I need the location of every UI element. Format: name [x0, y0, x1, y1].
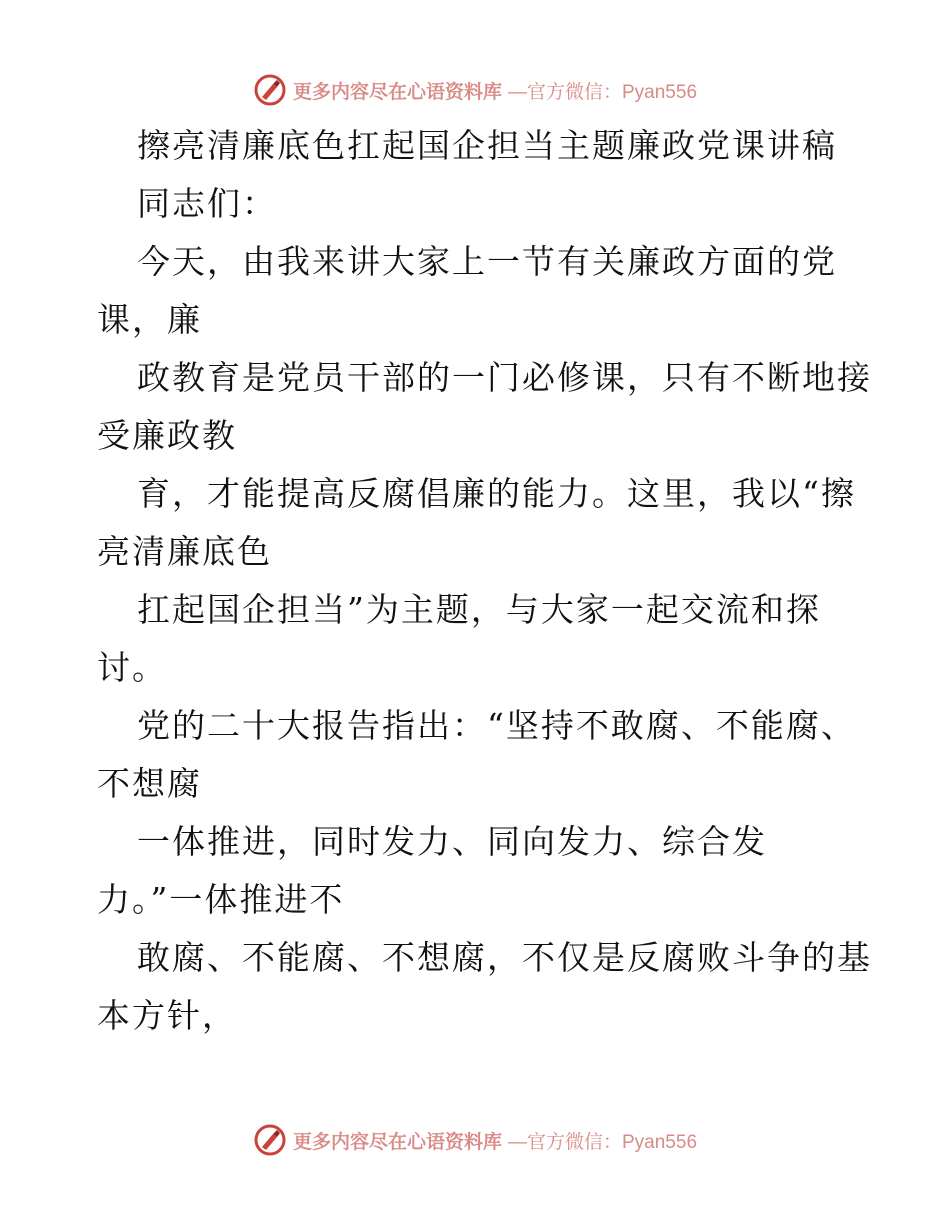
pen-logo-icon [253, 73, 287, 107]
body-line: 不想腐 [97, 764, 202, 803]
body-line: 育，才能提高反腐倡廉的能力。这里，我以“擦 [137, 474, 856, 513]
body-line: 党的二十大报告指出：“坚持不敢腐、不能腐、 [137, 706, 856, 745]
body-line: 力。”一体推进不 [97, 880, 345, 919]
body-line: 本方针， [97, 996, 237, 1035]
pen-logo-icon [253, 1123, 287, 1157]
body-line: 扛起国企担当”为主题，与大家一起交流和探 [137, 590, 821, 629]
body-line: 讨。 [97, 648, 167, 687]
banner-wechat-text: —官方微信：Pyan556 [508, 81, 698, 103]
banner-site-text: 更多内容尽在心语资料库 [292, 1130, 502, 1153]
body-line: 受廉政教 [97, 416, 237, 455]
salutation: 同志们： [137, 184, 277, 223]
body-line: 政教育是党员干部的一门必修课，只有不断地接 [137, 358, 872, 397]
body-line: 课，廉 [97, 300, 202, 339]
footer-banner [0, 1120, 950, 1160]
body-line: 亮清廉底色 [97, 532, 272, 571]
banner-site-text: 更多内容尽在心语资料库 [292, 80, 502, 103]
body-line: 一体推进，同时发力、同向发力、综合发 [137, 822, 767, 861]
banner-wechat-text: —官方微信：Pyan556 [508, 1131, 698, 1153]
document-title: 擦亮清廉底色扛起国企担当主题廉政党课讲稿 [137, 126, 837, 165]
body-line: 今天，由我来讲大家上一节有关廉政方面的党 [137, 242, 837, 281]
header-banner [0, 70, 950, 110]
document-body [97, 117, 872, 1045]
body-line: 敢腐、不能腐、不想腐，不仅是反腐败斗争的基 [137, 938, 872, 977]
